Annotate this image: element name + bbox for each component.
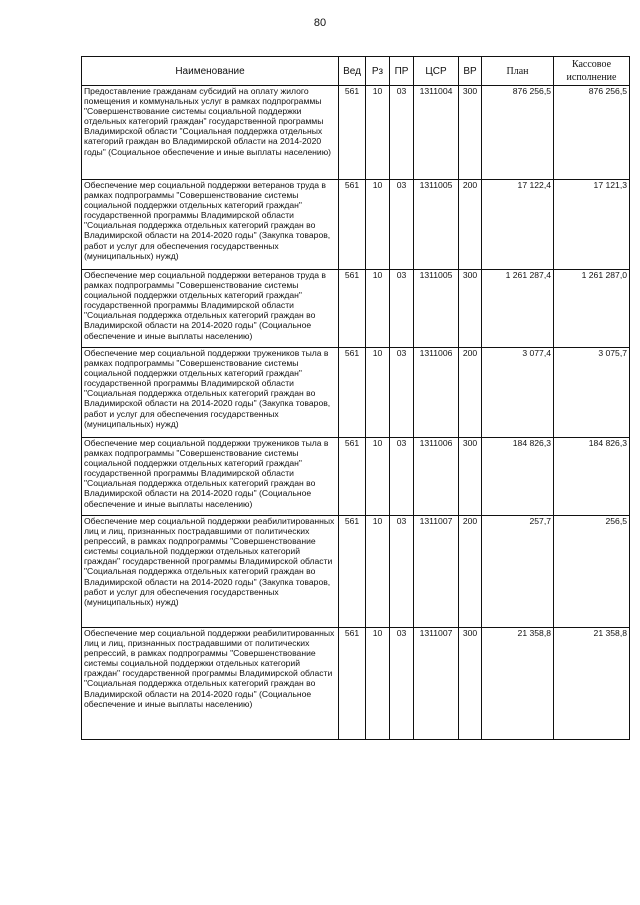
cell-pr: 03: [390, 516, 414, 628]
cell-vr: 300: [459, 270, 482, 348]
cell-name: Обеспечение мер социальной поддержки реабилитированных лиц и лиц, признанных пострадавшими от политических репрессий, в рамках подпрограммы "Совершенствование системы социальной поддержки отдельных категорий граждан" государственной программы Владимирской области "Социальная поддержка отдельных категорий граждан во Владимирской области на 2014-2020 годы" (Социальное обеспечение и иные выплаты населению): [82, 628, 339, 740]
cell-rz: 10: [366, 628, 390, 740]
cell-pr: 03: [390, 270, 414, 348]
cell-ved: 561: [339, 628, 366, 740]
cell-pr: 03: [390, 438, 414, 516]
cell-name: Обеспечение мер социальной поддержки реабилитированных лиц и лиц, признанных пострадавшими от политических репрессий, в рамках подпрограммы "Совершенствование системы социальной поддержки отдельных категорий граждан" государственной программы Владимирской области "Социальная поддержка отдельных категорий граждан во Владимирской области на 2014-2020 годы" (Закупка товаров, работ и услуг для обеспечения государственных (муниципальных) нужд): [82, 516, 339, 628]
cell-ved: 561: [339, 516, 366, 628]
cell-pr: 03: [390, 86, 414, 180]
header-rz: Рз: [366, 57, 390, 86]
cell-kassovoe: 3 075,7: [554, 348, 630, 438]
header-csr: ЦСР: [414, 57, 459, 86]
page-number: 80: [313, 17, 327, 29]
cell-plan: 876 256,5: [482, 86, 554, 180]
cell-ved: 561: [339, 270, 366, 348]
table-row: [82, 438, 630, 516]
cell-vr: 300: [459, 628, 482, 740]
cell-rz: 10: [366, 86, 390, 180]
table-row: [82, 270, 630, 348]
cell-pr: 03: [390, 180, 414, 270]
cell-csr: 1311006: [414, 438, 459, 516]
cell-vr: 200: [459, 516, 482, 628]
cell-kassovoe: 184 826,3: [554, 438, 630, 516]
header-kassovoe: Кассовое исполнение: [554, 57, 630, 86]
cell-rz: 10: [366, 270, 390, 348]
cell-plan: 21 358,8: [482, 628, 554, 740]
cell-kassovoe: 876 256,5: [554, 86, 630, 180]
budget-table: [81, 56, 630, 740]
cell-kassovoe: 1 261 287,0: [554, 270, 630, 348]
cell-plan: 3 077,4: [482, 348, 554, 438]
cell-name: Обеспечение мер социальной поддержки тружеников тыла в рамках подпрограммы "Совершенствование системы социальной поддержки отдельных категорий граждан" государственной программы Владимирской области "Социальная поддержка отдельных категорий граждан во Владимирской области на 2014-2020 годы" (Закупка товаров, работ и услуг для обеспечения государственных (муниципальных) нужд): [82, 348, 339, 438]
cell-pr: 03: [390, 348, 414, 438]
cell-csr: 1311006: [414, 348, 459, 438]
cell-kassovoe: 21 358,8: [554, 628, 630, 740]
cell-vr: 200: [459, 348, 482, 438]
table-row: [82, 628, 630, 740]
cell-csr: 1311007: [414, 628, 459, 740]
cell-plan: 184 826,3: [482, 438, 554, 516]
header-ved: Вед: [339, 57, 366, 86]
cell-ved: 561: [339, 86, 366, 180]
cell-vr: 300: [459, 438, 482, 516]
header-plan: План: [482, 57, 554, 86]
cell-name: Предоставление гражданам субсидий на оплату жилого помещения и коммунальных услуг в рамках подпрограммы "Совершенствование системы социальной поддержки отдельных категорий граждан" государственной программы Владимирской области "Социальная поддержка отдельных категорий граждан во Владимирской области на 2014-2020 годы" (Социальное обеспечение и иные выплаты населению): [82, 86, 339, 180]
cell-name: Обеспечение мер социальной поддержки тружеников тыла в рамках подпрограммы "Совершенствование системы социальной поддержки отдельных категорий граждан" государственной программы Владимирской области "Социальная поддержка отдельных категорий граждан во Владимирской области на 2014-2020 годы" (Социальное обеспечение и иные выплаты населению): [82, 438, 339, 516]
cell-rz: 10: [366, 438, 390, 516]
cell-rz: 10: [366, 180, 390, 270]
table-header-row: [82, 57, 630, 86]
cell-kassovoe: 17 121,3: [554, 180, 630, 270]
cell-ved: 561: [339, 438, 366, 516]
cell-ved: 561: [339, 348, 366, 438]
cell-csr: 1311007: [414, 516, 459, 628]
cell-csr: 1311004: [414, 86, 459, 180]
cell-kassovoe: 256,5: [554, 516, 630, 628]
cell-rz: 10: [366, 516, 390, 628]
cell-plan: 17 122,4: [482, 180, 554, 270]
header-vr: ВР: [459, 57, 482, 86]
cell-ved: 561: [339, 180, 366, 270]
cell-plan: 1 261 287,4: [482, 270, 554, 348]
table-row: [82, 516, 630, 628]
cell-plan: 257,7: [482, 516, 554, 628]
cell-name: Обеспечение мер социальной поддержки ветеранов труда в рамках подпрограммы "Совершенствование системы социальной поддержки отдельных категорий граждан" государственной программы Владимирской области "Социальная поддержка отдельных категорий граждан во Владимирской области на 2014-2020 годы" (Закупка товаров, работ и услуг для обеспечения государственных (муниципальных) нужд): [82, 180, 339, 270]
cell-rz: 10: [366, 348, 390, 438]
table-row: [82, 180, 630, 270]
cell-csr: 1311005: [414, 180, 459, 270]
cell-name: Обеспечение мер социальной поддержки ветеранов труда в рамках подпрограммы "Совершенствование системы социальной поддержки отдельных категорий граждан" государственной программы Владимирской области "Социальная поддержка отдельных категорий граждан во Владимирской области на 2014-2020 годы" (Социальное обеспечение и иные выплаты населению): [82, 270, 339, 348]
table-row: [82, 348, 630, 438]
cell-pr: 03: [390, 628, 414, 740]
cell-vr: 300: [459, 86, 482, 180]
cell-vr: 200: [459, 180, 482, 270]
header-name: Наименование: [82, 57, 339, 86]
cell-csr: 1311005: [414, 270, 459, 348]
header-pr: ПР: [390, 57, 414, 86]
table-row: [82, 86, 630, 180]
